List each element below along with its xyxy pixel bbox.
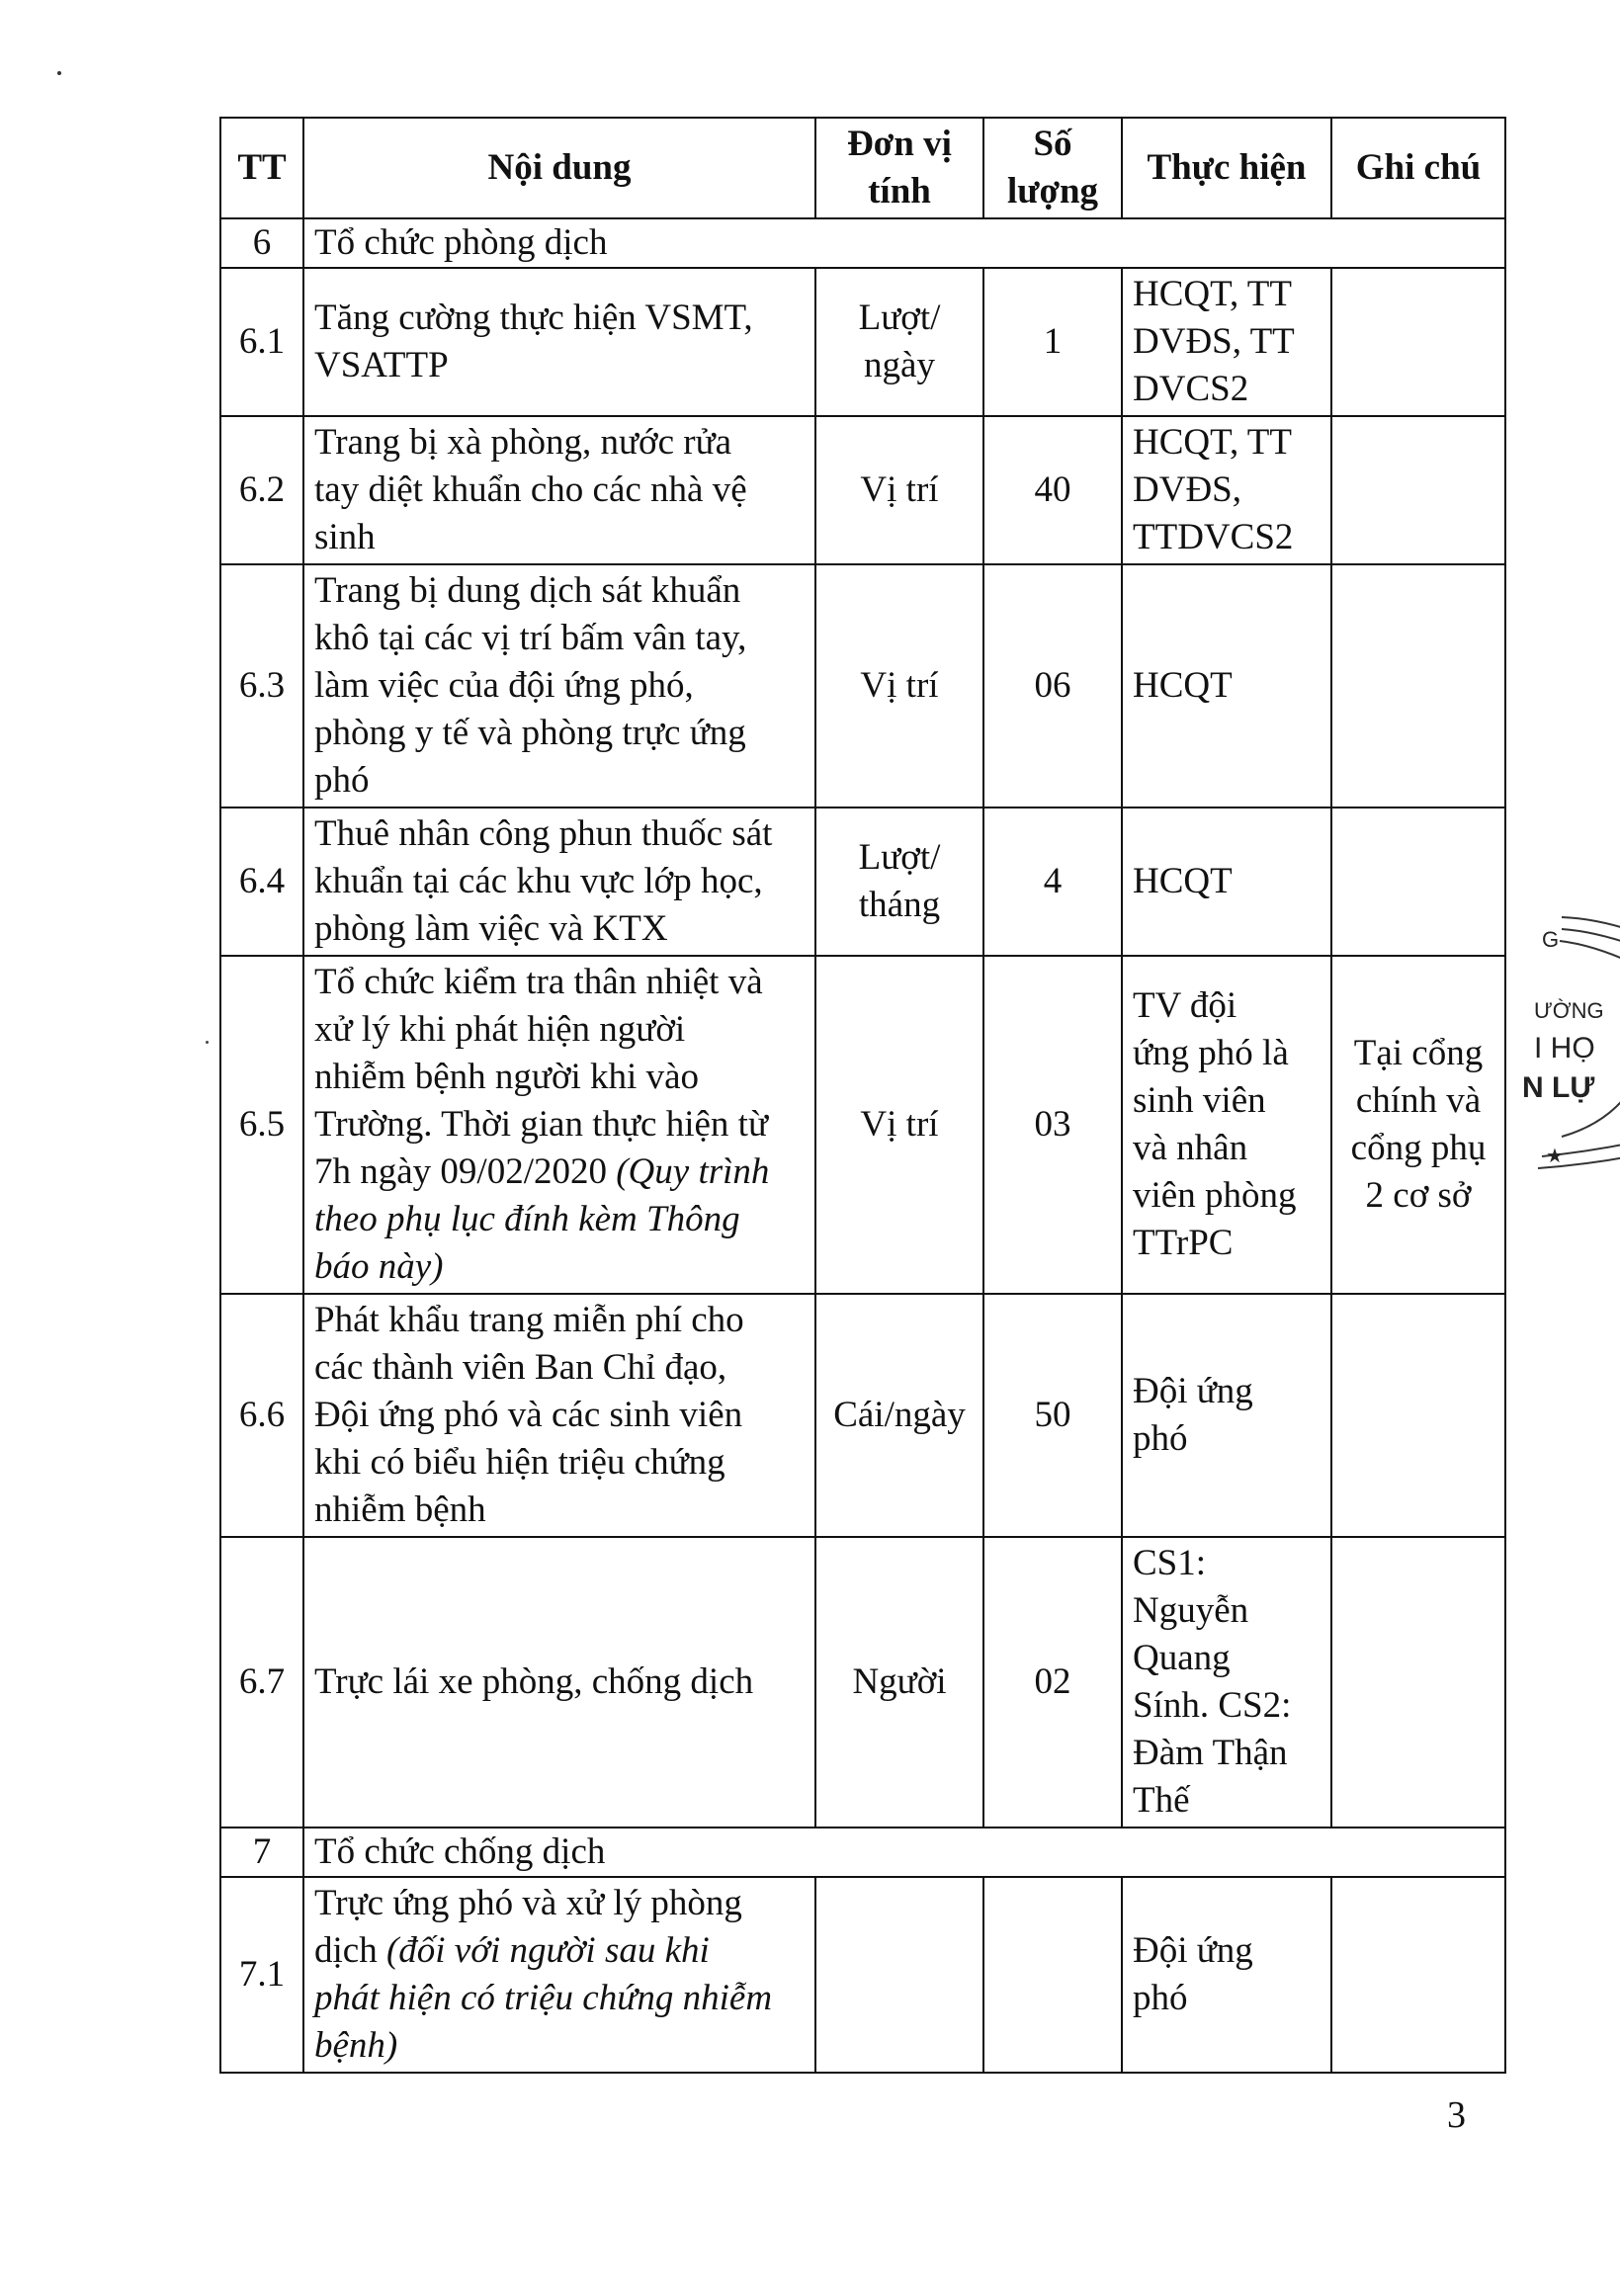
table-row-6-2	[220, 416, 1505, 564]
row-quantity: 1	[983, 268, 1122, 416]
row-note	[1331, 1877, 1505, 2073]
row-executor: HCQT, TT DVĐS, TTDVCS2	[1122, 416, 1331, 564]
row-content: Tăng cường thực hiện VSMT, VSATTP	[303, 268, 815, 416]
row-executor: Đội ứng phó	[1122, 1294, 1331, 1537]
row-unit: Vị trí	[815, 956, 983, 1294]
row-unit: Cái/ngày	[815, 1294, 983, 1537]
table-row-6-5	[220, 956, 1505, 1294]
row-number: 6.4	[220, 808, 303, 956]
table-row-6-1	[220, 268, 1505, 416]
stamp-seal	[1502, 890, 1620, 1245]
seal-arc	[1560, 941, 1620, 988]
row-executor: TV đội ứng phó là sinh viên và nhân viên phòng TTrPC	[1122, 956, 1331, 1294]
row-content: Trang bị xà phòng, nước rửa tay diệt khuẩn cho các nhà vệ sinh	[303, 416, 815, 564]
row-note: Tại cổng chính và cổng phụ 2 cơ sở	[1331, 956, 1505, 1294]
row-number: 6.2	[220, 416, 303, 564]
row-number: 7.1	[220, 1877, 303, 2073]
table-row-6-7	[220, 1537, 1505, 1828]
row-number: 6.7	[220, 1537, 303, 1828]
row-quantity: 40	[983, 416, 1122, 564]
row-content: Phát khẩu trang miễn phí cho các thành viên Ban Chỉ đạo, Đội ứng phó và các sinh viên khi có biểu hiện triệu chứng nhiễm bệnh	[303, 1294, 815, 1537]
header-don-vi-tinh: Đơn vị tính	[815, 118, 983, 218]
seal-arc	[1562, 929, 1620, 974]
seal-text: I HỌ	[1534, 1032, 1595, 1064]
header-so-luong: Số lượng	[983, 118, 1122, 218]
row-executor: HCQT	[1122, 808, 1331, 956]
seal-text: N LỰ	[1522, 1071, 1595, 1104]
page-number: 3	[1447, 2094, 1466, 2136]
row-quantity: 06	[983, 564, 1122, 808]
row-note	[1331, 268, 1505, 416]
row-unit	[815, 1877, 983, 2073]
row-number: 6.3	[220, 564, 303, 808]
row-note	[1331, 1294, 1505, 1537]
row-note	[1331, 564, 1505, 808]
seal-star: ★	[1546, 1146, 1564, 1167]
row-quantity	[983, 1877, 1122, 2073]
table-header-row	[220, 118, 1505, 218]
group-title: Tổ chức phòng dịch	[303, 218, 1505, 268]
row-executor: CS1: Nguyễn Quang Sính. CS2: Đàm Thận Thế	[1122, 1537, 1331, 1828]
row-note	[1331, 1537, 1505, 1828]
row-content-text: Trực ứng phó và xử lý phòng dịch	[314, 1883, 742, 1971]
seal-text: G	[1542, 927, 1560, 952]
group-number: 7	[220, 1828, 303, 1877]
row-unit: Vị trí	[815, 564, 983, 808]
row-quantity: 03	[983, 956, 1122, 1294]
row-content-text: Tổ chức kiểm tra thân nhiệt và xử lý khi phát hiện người nhiễm bệnh người khi vào Trường. Thời gian thực hiện từ 7h ngày 09/02/2020	[314, 962, 769, 1192]
plan-table	[219, 117, 1506, 2074]
row-quantity: 02	[983, 1537, 1122, 1828]
row-note	[1331, 416, 1505, 564]
row-number: 6.5	[220, 956, 303, 1294]
header-ghi-chu: Ghi chú	[1331, 118, 1505, 218]
row-executor: Đội ứng phó	[1122, 1877, 1331, 2073]
group-row-7	[220, 1828, 1505, 1877]
header-thuc-hien: Thực hiện	[1122, 118, 1331, 218]
row-unit: Lượt/ tháng	[815, 808, 983, 956]
row-executor: HCQT, TT DVĐS, TT DVCS2	[1122, 268, 1331, 416]
group-number: 6	[220, 218, 303, 268]
scan-speck	[206, 1041, 209, 1044]
row-quantity: 4	[983, 808, 1122, 956]
row-note	[1331, 808, 1505, 956]
seal-text: ƯỜNG	[1534, 998, 1604, 1023]
row-number: 6.6	[220, 1294, 303, 1537]
row-unit: Vị trí	[815, 416, 983, 564]
scan-speck	[57, 71, 61, 75]
row-content-italic: (đối với người sau khi phát hiện có triệu chứng nhiễm bệnh)	[314, 1930, 773, 2066]
row-unit: Lượt/ ngày	[815, 268, 983, 416]
row-unit: Người	[815, 1537, 983, 1828]
table-row-6-4	[220, 808, 1505, 956]
header-noi-dung: Nội dung	[303, 118, 815, 218]
row-content	[303, 956, 815, 1294]
row-quantity: 50	[983, 1294, 1122, 1537]
row-executor: HCQT	[1122, 564, 1331, 808]
row-content: Trang bị dung dịch sát khuẩn khô tại các vị trí bấm vân tay, làm việc của đội ứng phó, phòng y tế và phòng trực ứng phó	[303, 564, 815, 808]
group-title: Tổ chức chống dịch	[303, 1828, 1505, 1877]
table-row-6-6	[220, 1294, 1505, 1537]
row-number: 6.1	[220, 268, 303, 416]
row-content: Trực lái xe phòng, chống dịch	[303, 1537, 815, 1828]
group-row-6	[220, 218, 1505, 268]
row-content	[303, 1877, 815, 2073]
row-content: Thuê nhân công phun thuốc sát khuẩn tại các khu vực lớp học, phòng làm việc và KTX	[303, 808, 815, 956]
header-tt: TT	[220, 118, 303, 218]
table-row-7-1	[220, 1877, 1505, 2073]
row-content-italic: (Quy trình theo phụ lục đính kèm Thông báo này)	[314, 1151, 770, 1287]
table-row-6-3	[220, 564, 1505, 808]
